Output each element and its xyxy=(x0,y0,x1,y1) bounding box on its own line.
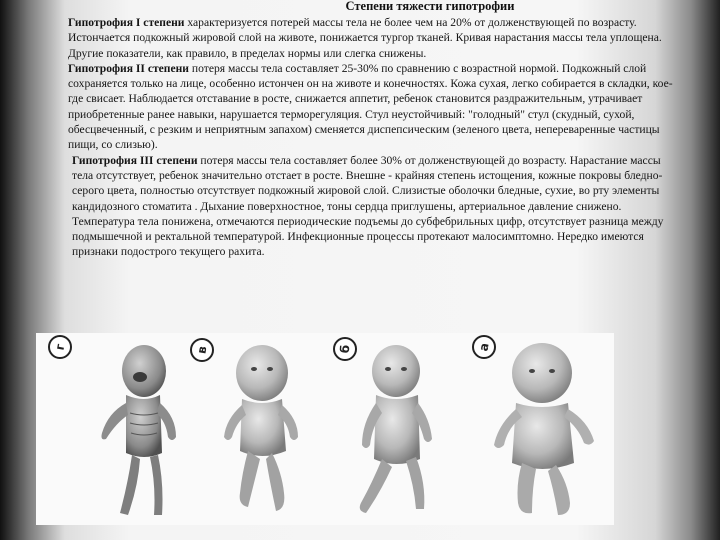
infant-figure-a xyxy=(494,343,594,515)
label-g-text: г xyxy=(52,342,68,352)
degree-3-text: потеря массы тела составляет более 30% от долженствующей до возрасту. Нарастание массы тела отсутствует, ребенок значительно отстает в росте. Внешне - крайняя степень истощения, кожные покровы бледно-серого цвета, полностью отсутствует подкожный жировой слой. Слизистые оболочки бледные, сухие, во рту элементы кандидозного стоматита . Дыхание поверхностное, тоны сердца приглушены, артериальное давление снижено. Температура тела понижена, отмечаются периодические подъемы до субфебрильных цифр, отсутствует разница между подмышечной и ректальной температурой. Инфекционные процессы протекают малосимптомно. Нередко имеются признаки подострого текущего рахита. xyxy=(72,153,664,259)
paragraph-degree-3 xyxy=(42,153,682,260)
label-badge-g xyxy=(49,336,71,358)
label-badge-b xyxy=(334,338,356,360)
slide-title: Степени тяжести гипотрофии xyxy=(345,0,515,13)
label-v-text: в xyxy=(194,345,210,355)
infant-figures-photo xyxy=(36,333,614,525)
infant-figure-v xyxy=(224,345,298,511)
degree-2-label: Гипотрофия II степени xyxy=(68,61,189,75)
infant-figure-b xyxy=(360,345,432,513)
infant-figure-g xyxy=(102,345,177,515)
paragraph-degree-1 xyxy=(42,15,682,61)
paragraph-degree-2 xyxy=(42,61,682,153)
body-text xyxy=(42,15,682,260)
label-badge-v xyxy=(191,339,213,361)
degree-3-label: Гипотрофия III степени xyxy=(72,153,198,167)
label-a-text: а xyxy=(476,341,492,353)
degree-1-label: Гипотрофия I степени xyxy=(68,16,185,29)
infant-figures-illustration xyxy=(36,333,614,525)
label-b-text: б xyxy=(337,343,353,355)
degree-2-text: потеря массы тела составляет 25-30% по сравнению с возрастной нормой. Подкожный слой сохраняется только на лице, особенно истончен он на животе и конечностях. Кожа сухая, легко собирается в складки, кое-где свисает. Наблюдается отставание в росте, снижается аппетит, ребенок становится раздражительным, утрачивает приобретенные ранее навыки, нарушается терморегуляция. Стул неустойчивый: "голодный" стул (скудный, сухой, обесцвеченный, с резким и неприятным запахом) сменяется диспепсическим (зеленого цвета, непереваренные частицы пищи, со слизью). xyxy=(68,61,673,152)
degree-1-text: характеризуется потерей массы тела не более чем на 20% от долженствующей по возрасту. Истончается подкожный жировой слой на животе, понижается тургор тканей. Кривая нарастания массы тела уплощена. Другие показатели, как правило, в пределах нормы или слегка снижены. xyxy=(68,16,662,60)
label-badge-a xyxy=(473,336,495,358)
